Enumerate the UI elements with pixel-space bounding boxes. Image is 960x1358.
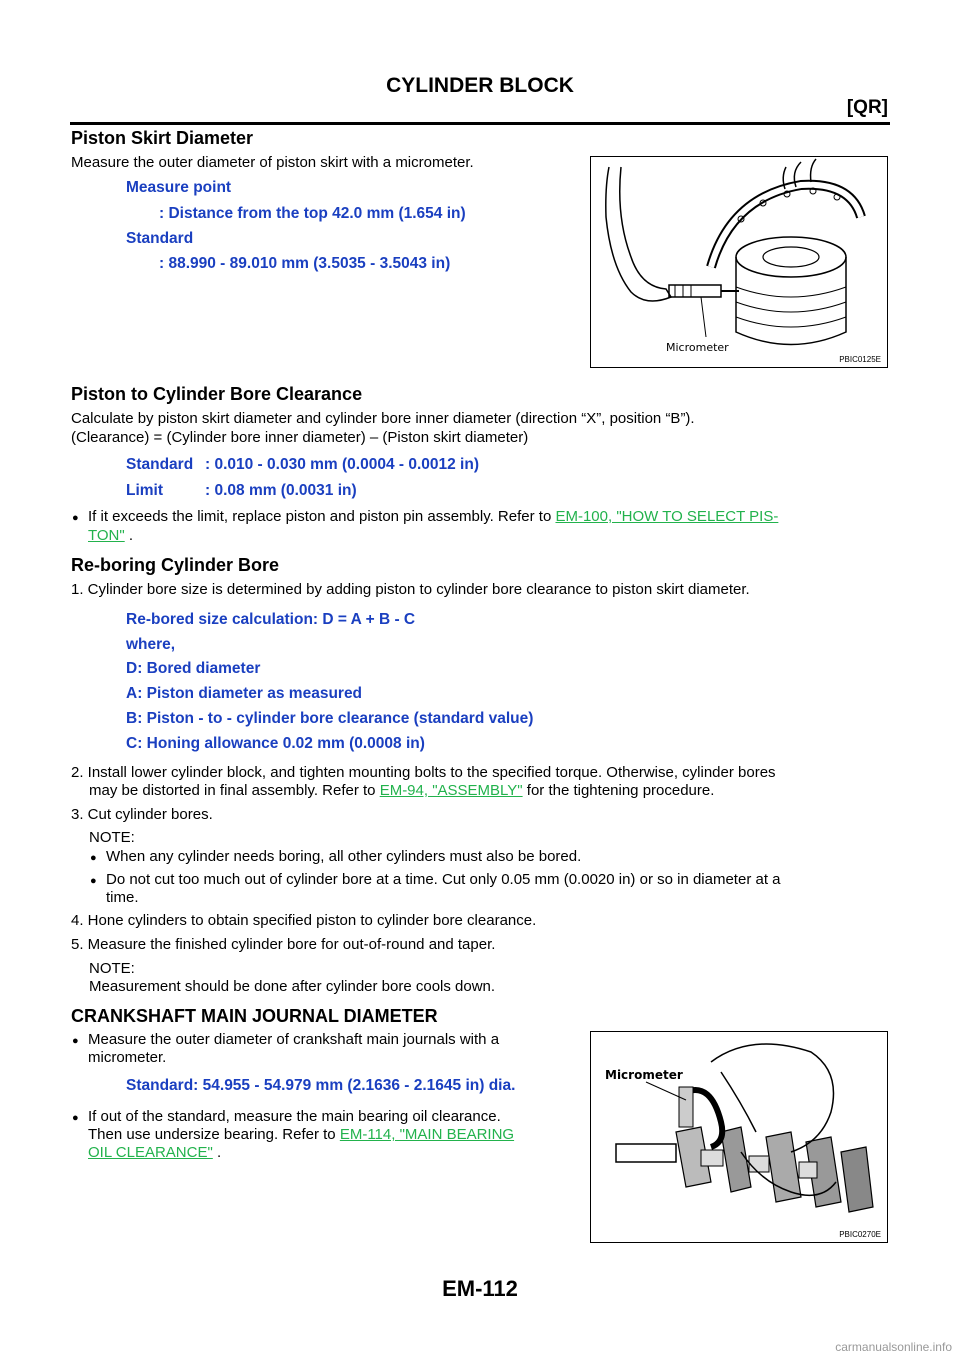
spec-measure-point-value: : Distance from the top 42.0 mm (1.654 in) xyxy=(159,205,466,222)
spec-standard-label: Standard xyxy=(126,230,194,247)
calc-line-6: C: Honing allowance 0.02 mm (0.0008 in) xyxy=(126,735,425,752)
crank-bullet-1a: ● Measure the outer diameter of crankshaft main journals with a xyxy=(88,1031,499,1049)
heading-clearance: Piston to Cylinder Bore Clearance xyxy=(71,384,363,404)
link-em114-cont[interactable]: OIL CLEARANCE" xyxy=(88,1144,213,1161)
link-em100-cont[interactable]: TON" xyxy=(88,527,125,544)
figure-id-1: PBIC0125E xyxy=(839,355,881,364)
spec-measure-point-label: Measure point xyxy=(126,179,232,196)
note-2-text: Measurement should be done after cylinder bore cools down. xyxy=(89,978,496,995)
clearance-limit-value: : 0.08 mm (0.0031 in) xyxy=(205,482,357,499)
reboring-step-3: 3. Cut cylinder bores. xyxy=(71,806,213,823)
micrometer-label-2: Micrometer xyxy=(605,1068,683,1082)
piston-micrometer-illustration xyxy=(591,157,887,367)
note-bullet-2a: ● Do not cut too much out of cylinder bore at a time. Cut only 0.05 mm (0.0020 in) or so in diameter at a xyxy=(106,871,781,889)
spec-standard-value: : 88.990 - 89.010 mm (3.5035 - 3.5043 in) xyxy=(159,255,451,272)
calc-line-1: Re-bored size calculation: D = A + B - C xyxy=(126,611,416,628)
heading-crankshaft: CRANKSHAFT MAIN JOURNAL DIAMETER xyxy=(71,1006,438,1026)
clearance-limit-label: Limit xyxy=(126,482,164,499)
crankshaft-micrometer-illustration xyxy=(591,1032,887,1242)
crank-bullet-2b: Then use undersize bearing. Refer to EM-114, "MAIN BEARING xyxy=(88,1126,515,1143)
reboring-step-5: 5. Measure the finished cylinder bore for out-of-round and taper. xyxy=(71,936,496,953)
micrometer-label-1: Micrometer xyxy=(666,341,729,354)
reboring-step-1: 1. Cylinder bore size is determined by adding piston to cylinder bore clearance to piston skirt diameter. xyxy=(71,581,750,598)
calc-line-2: where, xyxy=(126,636,176,653)
reboring-step-2b: may be distorted in final assembly. Refer to EM-94, "ASSEMBLY" for the tightening procedure. xyxy=(89,782,715,799)
calc-line-5: B: Piston - to - cylinder bore clearance (standard value) xyxy=(126,710,534,727)
section-tag: [QR] xyxy=(846,97,888,118)
calc-line-4: A: Piston diameter as measured xyxy=(126,685,363,702)
note-label-1: NOTE: xyxy=(89,829,135,846)
watermark: carmanualsonline.info xyxy=(835,1340,952,1354)
link-em94[interactable]: EM-94, "ASSEMBLY" xyxy=(379,782,523,799)
heading-reboring: Re-boring Cylinder Bore xyxy=(71,555,280,575)
clearance-bullet: ● If it exceeds the limit, replace piston and piston pin assembly. Refer to EM-100, "HOW TO SELECT PIS- xyxy=(88,508,778,526)
note-label-2: NOTE: xyxy=(89,960,135,977)
crank-standard: Standard: 54.955 - 54.979 mm (2.1636 - 2.1645 in) dia. xyxy=(126,1077,516,1094)
clearance-line-1: Calculate by piston skirt diameter and cylinder bore inner diameter (direction “X”, position “B”). xyxy=(71,410,695,427)
figure-crankshaft-micrometer xyxy=(590,1031,888,1243)
piston-skirt-intro: Measure the outer diameter of piston skirt with a micrometer. xyxy=(71,154,474,171)
note-bullet-1: ● When any cylinder needs boring, all other cylinders must also be bored. xyxy=(106,848,581,866)
heading-piston-skirt: Piston Skirt Diameter xyxy=(71,128,254,148)
note-bullet-2b: time. xyxy=(106,889,139,906)
figure-id-2: PBIC0270E xyxy=(839,1230,881,1239)
crank-bullet-2a: ● If out of the standard, measure the main bearing oil clearance. xyxy=(88,1108,501,1126)
crank-bullet-1b: micrometer. xyxy=(88,1049,167,1066)
reboring-step-2a: 2. Install lower cylinder block, and tighten mounting bolts to the specified torque. Otherwise, cylinder bores xyxy=(71,764,776,781)
clearance-line-2: (Clearance) = (Cylinder bore inner diameter) – (Piston skirt diameter) xyxy=(71,429,529,446)
clearance-standard-value: : 0.010 - 0.030 mm (0.0004 - 0.0012 in) xyxy=(205,456,479,473)
page-number: EM-112 xyxy=(442,1276,518,1301)
link-em114[interactable]: EM-114, "MAIN BEARING xyxy=(339,1126,515,1143)
header-rule xyxy=(70,122,890,125)
calc-line-3: D: Bored diameter xyxy=(126,660,261,677)
reboring-step-4: 4. Hone cylinders to obtain specified piston to cylinder bore clearance. xyxy=(71,912,537,929)
page-title: CYLINDER BLOCK xyxy=(386,74,574,97)
figure-piston-micrometer xyxy=(590,156,888,368)
clearance-standard-label: Standard xyxy=(126,456,194,473)
link-em100[interactable]: EM-100, "HOW TO SELECT PIS- xyxy=(555,508,779,525)
